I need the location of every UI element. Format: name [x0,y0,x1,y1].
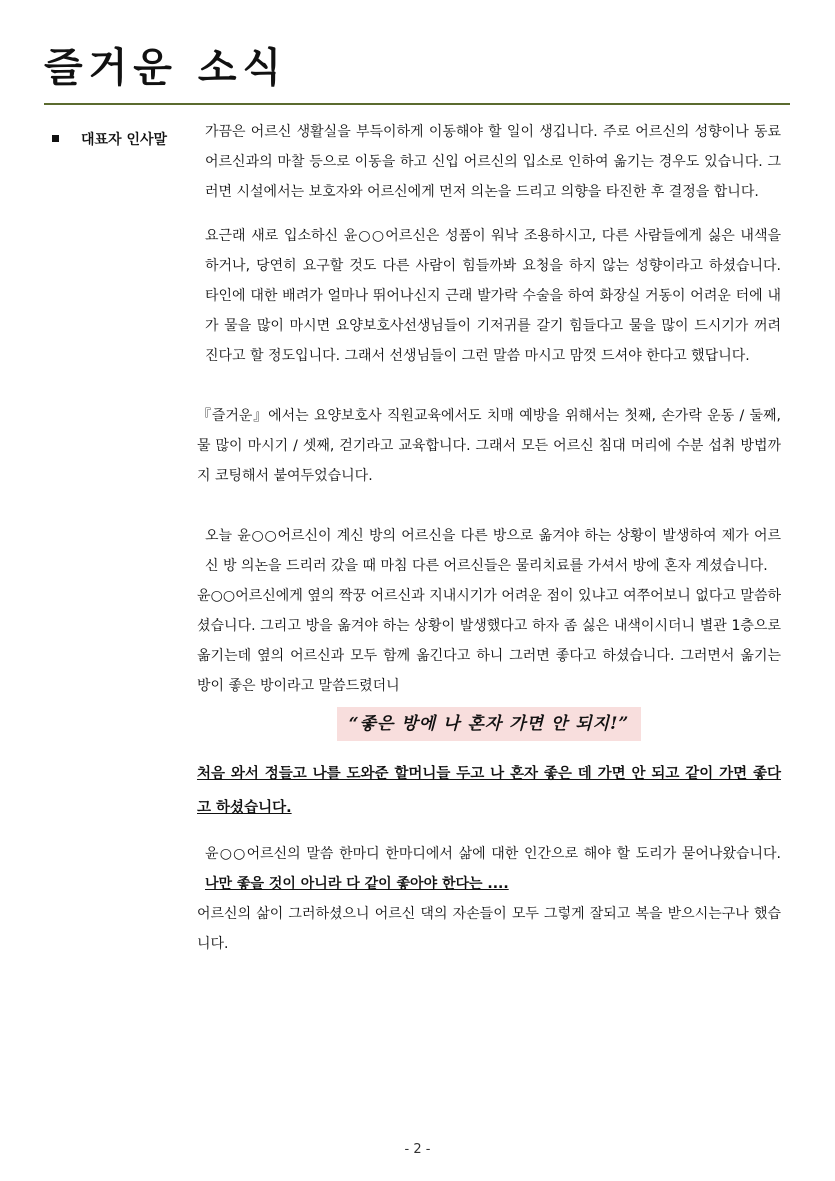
paragraph-5: 윤○○어르신에게 옆의 짝꿍 어르신과 지내시기가 어려운 점이 있냐고 여쭈어보니 없다고 말씀하셨습니다. 그리고 방을 옮겨야 하는 상황이 발생했다고 하자 좀 싫은 내색이시더니 별관 1층으로 옮기는데 옆의 어르신과 모두 함께 옮긴다고 하니 그러면 좋다고 하셨습니다. 그러면서 옮기는 방이 좋은 방이라고 말씀드렸더니 [197,588,781,694]
quote-text: “좋은 방에 나 혼자 가면 안 되지!” [337,707,642,741]
paragraph-7 [197,839,781,899]
paragraph-8: 어르신의 삶이 그러하셨으니 어르신 댁의 자손들이 모두 그렇게 잘되고 복을 받으시는구나 했습니다. [197,906,781,952]
section-label [52,129,167,149]
greeting-body [197,117,781,959]
paragraph-7-text: 윤○○어르신의 말씀 한마디 한마디에서 삶에 대한 인간으로 해야 할 도리가 묻어나왔습니다. [205,846,781,862]
paragraph-3: 『즐거운』에서는 요양보호사 직원교육에서도 치매 예방을 위해서는 첫째, 손가락 운동 / 둘째, 물 많이 마시기 / 셋째, 걷기라고 교육합니다. 그래서 모든 어르신 침대 머리에 수분 섭취 방법까지 코팅해서 붙여두었습니다. [197,408,781,484]
paragraph-1: 가끔은 어르신 생활실을 부득이하게 이동해야 할 일이 생깁니다. 주로 어르신의 성향이나 동료 어르신과의 마찰 등으로 이동을 하고 신입 어르신의 입소로 인하여 옮기는 경우도 있습니다. 그러면 시설에서는 보호자와 어르신에게 먼저 의논을 드리고 의향을 타진한 후 결정을 합니다. [205,124,781,200]
paragraph-2: 요근래 새로 입소하신 윤○○어르신은 성품이 워낙 조용하시고, 다른 사람들에게 싫은 내색을 하거나, 당연히 요구할 것도 다른 사람이 힘들까봐 요청을 하지 않는 성향이라고 하셨습니다. 타인에 대한 배려가 얼마나 뛰어나신지 근래 발가락 수술을 하여 화장실 거동이 어려운 터에 내가 물을 많이 마시면 요양보호사선생님들이 기저귀를 갈기 힘들다고 물을 많이 드시기가 꺼려진다고 할 정도입니다. 그래서 선생님들이 그런 말씀 마시고 맘껏 드셔야 한다고 했답니다. [205,228,781,364]
emphasis-paragraph: 처음 와서 정들고 나를 도와준 할머니들 두고 나 혼자 좋은 데 가면 안 되고 같이 가면 좋다고 하셨습니다. [197,766,781,816]
paragraph-7-emphasis: 나만 좋을 것이 아니라 다 같이 좋아야 한다는 .... [205,876,509,892]
title-divider [44,103,790,105]
section-label-text: 대표자 인사말 [81,132,168,148]
quote-callout [197,707,781,741]
page-number: - 2 - [404,1142,431,1157]
page-title: 즐거운 소식 [44,45,288,91]
paragraph-4: 오늘 윤○○어르신이 계신 방의 어르신을 다른 방으로 옮겨야 하는 상황이 발생하여 제가 어르신 방 의논을 드리러 갔을 때 마침 다른 어르신들은 물리치료를 가셔서 방에 혼자 계셨습니다. [205,528,781,574]
square-bullet-icon [52,135,59,142]
